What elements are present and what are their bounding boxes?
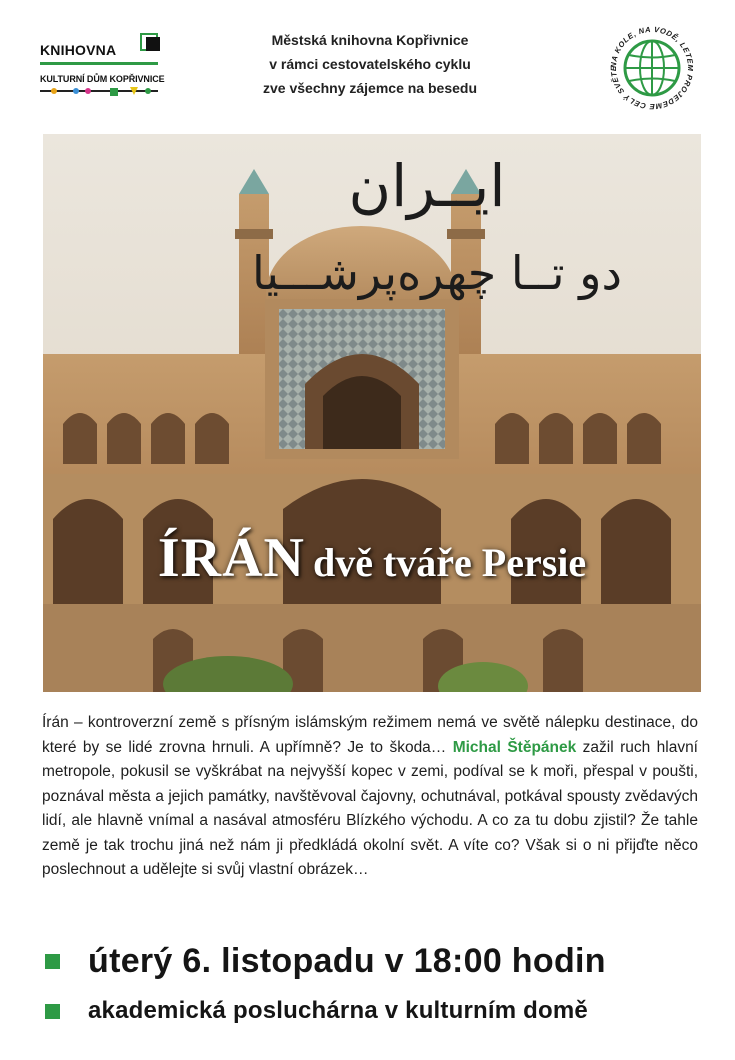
speaker-name: Michal Štěpánek	[452, 738, 577, 756]
logo-rule	[40, 62, 158, 65]
logo-arc-text: NA KOLE, NA VODĚ, LETEM PROJEDEME CELÝ SVĚTE	[608, 24, 696, 112]
bullet-square-icon	[45, 1004, 60, 1019]
logo-square	[146, 37, 160, 51]
event-venue-row	[45, 997, 588, 1025]
svg-text:NA KOLE, NA VODĚ, LETEM PROJED	[606, 22, 695, 111]
description-part-1: Írán – kontroverzní země s přísným islámským režimem nemá ve světě nálepku destinace, do které by se lidé zrovna hrnuli. A upřímně? Je to škoda…	[42, 714, 698, 756]
hero-image	[43, 134, 701, 692]
event-datetime: úterý 6. listopadu v 18:00 hodin	[88, 942, 606, 980]
knihovna-logo	[40, 30, 165, 100]
persian-title: ایــران	[348, 152, 506, 220]
event-title-main: ÍRÁN	[157, 527, 305, 589]
travel-cycle-logo	[606, 22, 698, 114]
bullet-square-icon	[45, 954, 60, 969]
event-datetime-row	[45, 942, 606, 981]
persian-subtitle: دو تــا چهره‌پرشـــیا	[252, 246, 622, 300]
event-title	[43, 526, 701, 590]
event-venue: akademická posluchárna v kulturním domě	[88, 997, 588, 1024]
header-line-1: Městská knihovna Kopřivnice	[271, 32, 469, 48]
logo-dots-icon	[40, 87, 158, 99]
globe-icon	[606, 22, 698, 114]
logo-title: KNIHOVNA	[40, 42, 117, 58]
event-title-sub: dvě tváře Persie	[312, 540, 587, 585]
logo-subtitle: KULTURNÍ DŮM KOPŘIVNICE	[40, 74, 165, 84]
description-part-2: zažil ruch hlavní metropole, pokusil se vyškrábat na nejvyšší kopec v zemi, podíval se k moři, přespal v poušti, poznával města a jejich památky, navštěvoval čajovny, ochutnával, potkával spousty zvědavých lidí, ale hlavně vnímal a nasával atmosféru Blízkého východu. A co za tu dobu zjistil? Že tahle země je tak trochu jiná než nám ji předkládá okolní svět. A víte co? Však si o ni přijďte něco poslechnout a udělejte si svůj vlastní obrázek…	[42, 738, 698, 878]
header-invitation	[200, 28, 540, 100]
header-line-3: zve všechny zájemce na besedu	[263, 80, 477, 96]
header-line-2: v rámci cestovatelského cyklu	[269, 56, 471, 72]
event-description	[42, 711, 698, 883]
